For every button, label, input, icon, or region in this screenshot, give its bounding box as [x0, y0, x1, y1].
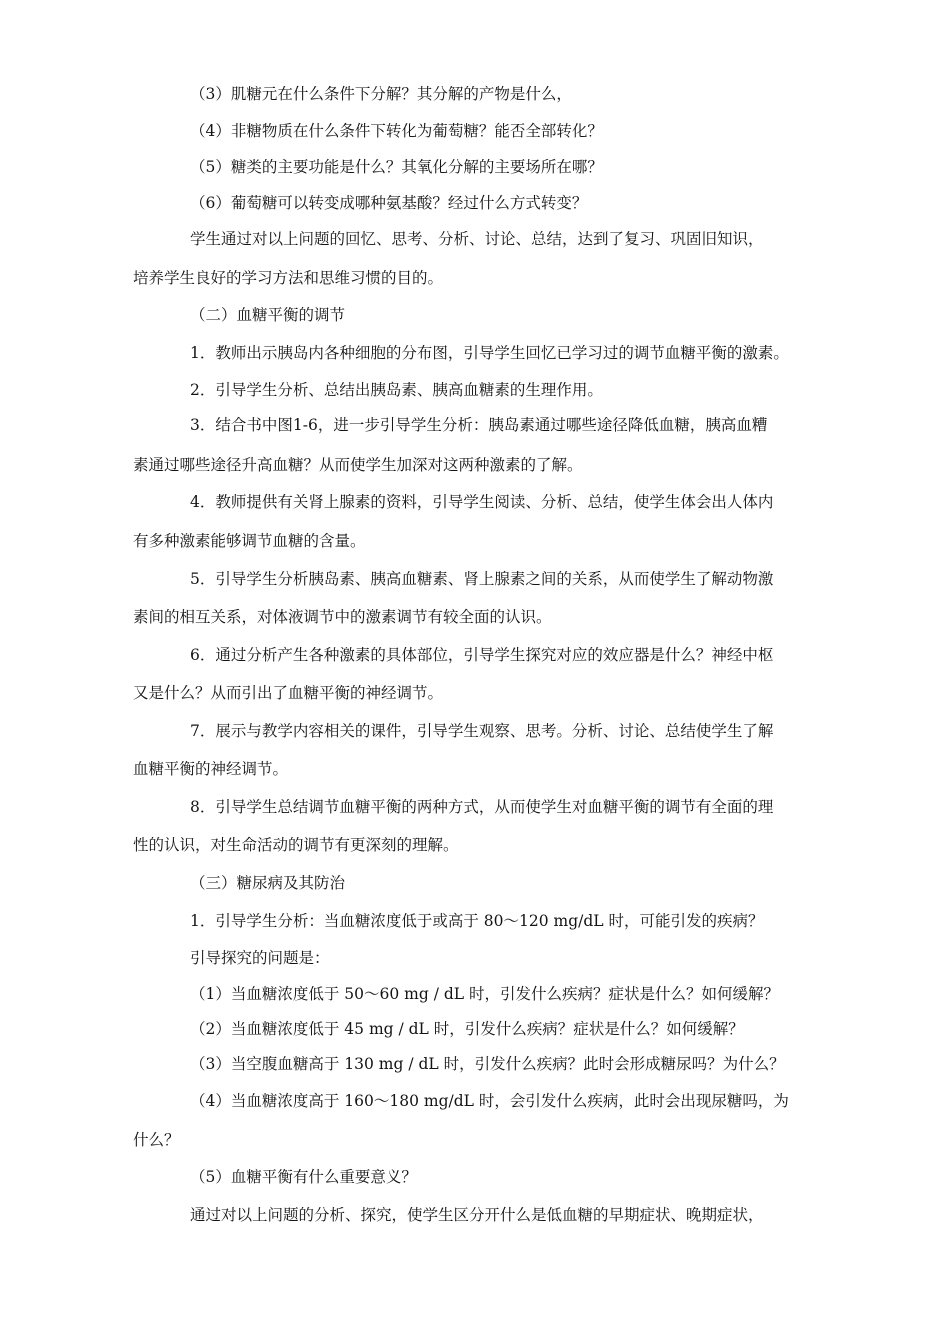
text-line: 学生通过对以上问题的回忆、思考、分析、讨论、总结，达到了复习、巩固旧知识，	[190, 230, 764, 248]
text-line: （5）血糖平衡有什么重要意义？	[190, 1168, 417, 1186]
text-line: 性的认识，对生命活动的调节有更深刻的理解。	[133, 836, 459, 854]
text-line: 7．展示与教学内容相关的课件，引导学生观察、思考。分析、讨论、总结使学生了解	[190, 722, 774, 740]
text-line: （4）当血糖浓度高于 160～180 mg/dL 时，会引发什么疾病，此时会出现尿糖吗，为	[190, 1092, 789, 1110]
text-line: 1．引导学生分析：当血糖浓度低于或高于 80～120 mg/dL 时，可能引发的疾病？	[190, 912, 764, 930]
text-line: （2）当血糖浓度低于 45 mg / dL 时，引发什么疾病？症状是什么？如何缓解？	[190, 1020, 744, 1038]
text-line: 素间的相互关系，对体液调节中的激素调节有较全面的认识。	[133, 608, 552, 626]
text-line: 培养学生良好的学习方法和思维习惯的目的。	[133, 269, 444, 287]
text-line: （3）肌糖元在什么条件下分解？其分解的产物是什么，	[190, 85, 572, 103]
text-line: 引导探究的问题是：	[190, 949, 330, 967]
text-line: （6）葡萄糖可以转变成哪种氨基酸？经过什么方式转变？	[190, 194, 588, 212]
text-line: 血糖平衡的神经调节。	[133, 760, 289, 778]
text-line: 有多种激素能够调节血糖的含量。	[133, 532, 366, 550]
text-line: 通过对以上问题的分析、探究，使学生区分开什么是低血糖的早期症状、晚期症状，	[190, 1206, 764, 1224]
text-line: 5．引导学生分析胰岛素、胰高血糖素、肾上腺素之间的关系，从而使学生了解动物激	[190, 570, 774, 588]
text-line: 4．教师提供有关肾上腺素的资料，引导学生阅读、分析、总结，使学生体会出人体内	[190, 493, 774, 511]
section-heading: （二）血糖平衡的调节	[190, 306, 346, 324]
text-line: （3）当空腹血糖高于 130 mg / dL 时，引发什么疾病？此时会形成糖尿吗？为什么？	[190, 1055, 785, 1073]
text-line: （5）糖类的主要功能是什么？其氧化分解的主要场所在哪？	[190, 158, 603, 176]
text-line: （1）当血糖浓度低于 50～60 mg / dL 时，引发什么疾病？症状是什么？如何缓解？	[190, 985, 780, 1003]
text-line: 又是什么？从而引出了血糖平衡的神经调节。	[133, 684, 444, 702]
section-heading: （三）糖尿病及其防治	[190, 874, 346, 892]
text-line: 8．引导学生总结调节血糖平衡的两种方式，从而使学生对血糖平衡的调节有全面的理	[190, 798, 774, 816]
text-line: 6．通过分析产生各种激素的具体部位，引导学生探究对应的效应器是什么？神经中枢	[190, 646, 774, 664]
text-line: 素通过哪些途径升高血糖？从而使学生加深对这两种激素的了解。	[133, 456, 583, 474]
text-line: 2．引导学生分析、总结出胰岛素、胰高血糖素的生理作用。	[190, 381, 603, 399]
text-line: 什么？	[133, 1131, 180, 1149]
text-line: 3．结合书中图1-6，进一步引导学生分析：胰岛素通过哪些途径降低血糖，胰高血糟	[190, 416, 768, 434]
text-line: 1．教师出示胰岛内各种细胞的分布图，引导学生回忆已学习过的调节血糖平衡的激素。	[190, 344, 789, 362]
text-line: （4）非糖物质在什么条件下转化为葡萄糖？能否全部转化？	[190, 122, 603, 140]
